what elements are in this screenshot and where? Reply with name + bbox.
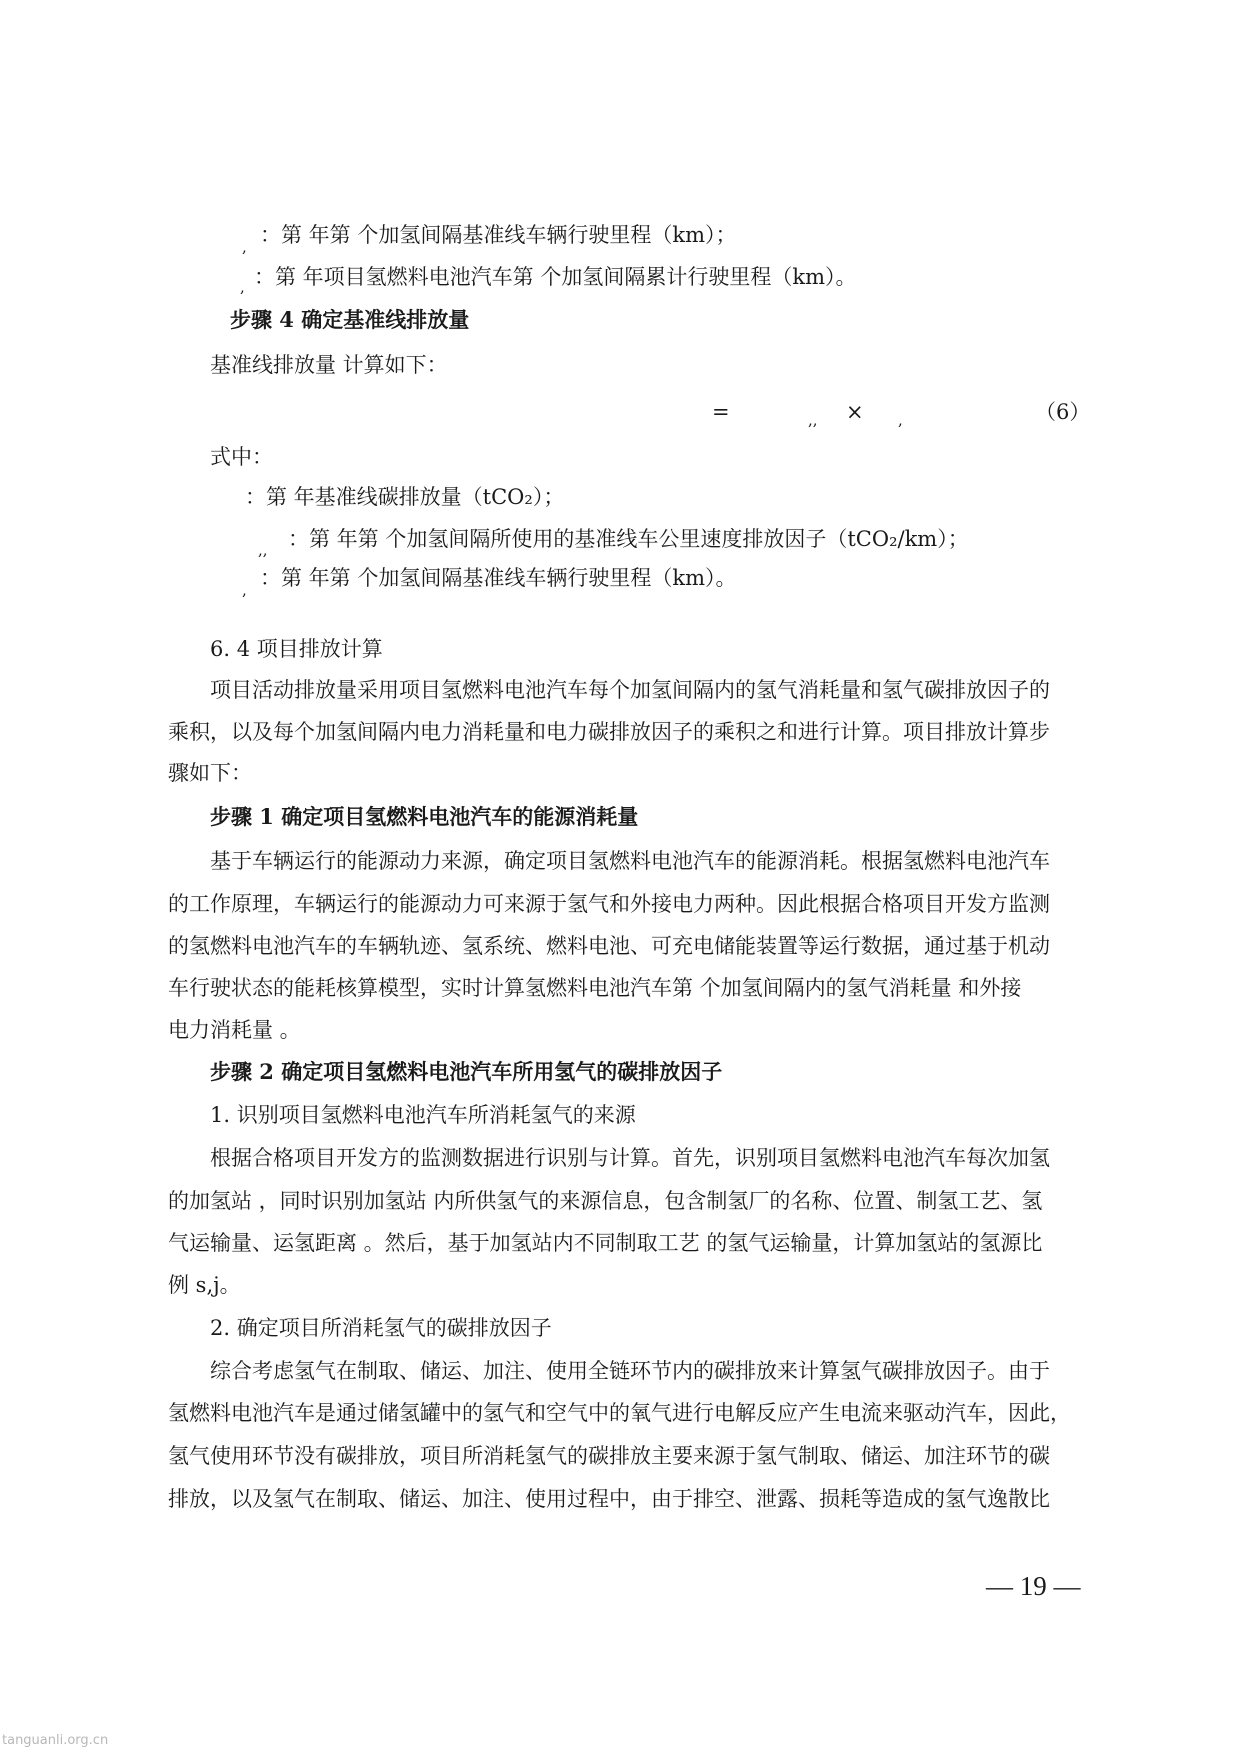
step2-sub2-para-line: 综合考虑氢气在制取、储运、加注、使用全链环节内的碳排放来计算氢气碳排放因子。由于 (210, 1359, 1050, 1383)
step2-heading: 步骤 2 确定项目氢燃料电池汽车所用氢气的碳排放因子 (210, 1059, 723, 1084)
where-label: 式中： (210, 445, 273, 469)
step1-para-line: 车行驶状态的能耗核算模型，实时计算氢燃料电池汽车第 个加氢间隔内的氢气消耗量 和外接 (168, 976, 1022, 1000)
formula-number: （6） (1035, 400, 1091, 424)
step4-def-mark: , (242, 581, 247, 599)
step2-sub1-para-line: 例 s,j。 (168, 1273, 241, 1297)
formula-times: × (846, 400, 864, 424)
watermark: tanguanli.org.cn (2, 1733, 109, 1748)
step4-heading: 步骤 4 确定基准线排放量 (230, 307, 470, 332)
formula-subscript: ,, (808, 411, 818, 429)
step2-sub1-para-line: 根据合格项目开发方的监测数据进行识别与计算。首先，识别项目氢燃料电池汽车每次加氢 (210, 1146, 1050, 1170)
step1-para-line: 的氢燃料电池汽车的车辆轨迹、氢系统、燃料电池、可充电储能装置等运行数据，通过基于机动 (168, 934, 1050, 958)
top-def-line: ：第 年第 个加氢间隔基准线车辆行驶里程（km）； (260, 223, 737, 247)
step2-sub2-title: 2. 确定项目所消耗氢气的碳排放因子 (210, 1316, 552, 1340)
step1-para-line: 的工作原理，车辆运行的能源动力可来源于氢气和外接电力两种。因此根据合格项目开发方监测 (168, 892, 1050, 916)
step2-sub1-title: 1. 识别项目氢燃料电池汽车所消耗氢气的来源 (210, 1103, 636, 1127)
formula-subscript: , (898, 411, 903, 429)
step4-def-line: ：第 年基准线碳排放量（tCO₂）； (245, 485, 565, 509)
step2-sub1-para-line: 的加氢站 ，同时识别加氢站 内所供氢气的来源信息，包含制氢厂的名称、位置、制氢工艺、氢 (168, 1189, 1043, 1213)
section-para-line: 项目活动排放量采用项目氢燃料电池汽车每个加氢间隔内的氢气消耗量和氢气碳排放因子的 (210, 678, 1050, 702)
step4-def-line: ：第 年第 个加氢间隔基准线车辆行驶里程（km）。 (260, 566, 737, 590)
step2-sub2-para-line: 排放，以及氢气在制取、储运、加注、使用过程中，由于排空、泄露、损耗等造成的氢气逸散比 (168, 1487, 1050, 1511)
step1-para-line: 基于车辆运行的能源动力来源，确定项目氢燃料电池汽车的能源消耗。根据氢燃料电池汽车 (210, 849, 1050, 873)
section-heading: 6. 4 项目排放计算 (210, 637, 383, 661)
step1-para-line: 电力消耗量 。 (168, 1018, 301, 1042)
section-para-line: 乘积，以及每个加氢间隔内电力消耗量和电力碳排放因子的乘积之和进行计算。项目排放计算步 (168, 720, 1050, 744)
top-def-mark: , (240, 278, 245, 296)
top-def-line: ：第 年项目氢燃料电池汽车第 个加氢间隔累计行驶里程（km）。 (254, 265, 857, 289)
step4-intro: 基准线排放量 计算如下： (210, 353, 448, 377)
step2-sub2-para-line: 氢气使用环节没有碳排放，项目所消耗氢气的碳排放主要来源于氢气制取、储运、加注环节的碳 (168, 1444, 1050, 1468)
top-def-mark: , (242, 238, 247, 256)
step4-def-mark: ,, (258, 541, 268, 559)
step1-heading: 步骤 1 确定项目氢燃料电池汽车的能源消耗量 (210, 804, 639, 829)
step2-sub2-para-line: 氢燃料电池汽车是通过储氢罐中的氢气和空气中的氧气进行电解反应产生电流来驱动汽车，因此， (168, 1401, 1071, 1425)
step2-sub1-para-line: 气运输量、运氢距离 。然后，基于加氢站内不同制取工艺 的氢气运输量，计算加氢站的氢源比 (168, 1231, 1043, 1255)
section-para-line: 骤如下： (168, 761, 252, 785)
page-number: — 19 — (986, 1571, 1081, 1601)
formula-equals: = (712, 400, 730, 424)
step4-def-line: ：第 年第 个加氢间隔所使用的基准线车公里速度排放因子（tCO₂/km）； (288, 527, 969, 551)
